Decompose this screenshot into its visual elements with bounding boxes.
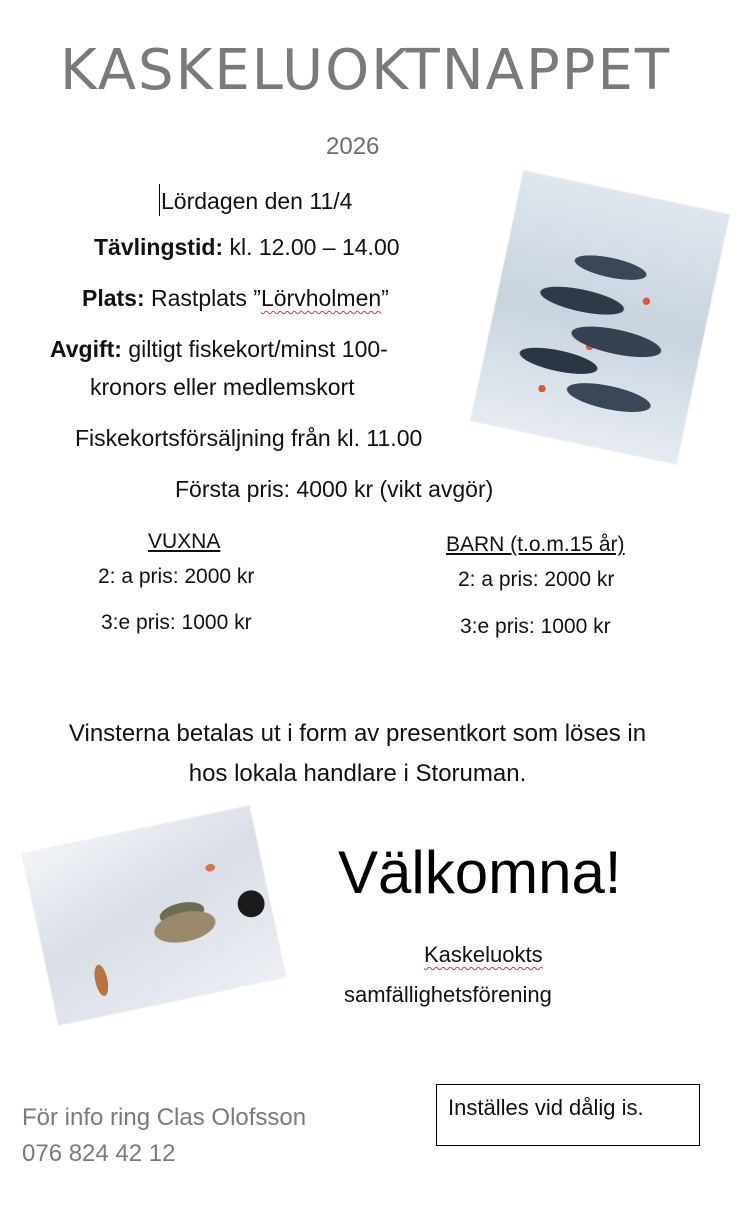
location: [82, 285, 389, 312]
place-label: Plats:: [82, 285, 145, 311]
license-sale: Fiskekortsförsäljning från kl. 11.00: [75, 425, 423, 451]
payout-info: [0, 714, 715, 794]
contact-line: För info ring Clas Olofsson: [22, 1104, 307, 1131]
contact-info: [22, 1100, 306, 1172]
competition-time: [94, 234, 400, 261]
place-name: Lörvholmen: [260, 285, 382, 311]
fee-line-1: [50, 336, 388, 363]
fee-line-2: kronors eller medlemskort: [90, 374, 355, 400]
contact-phone: 076 824 42 12: [22, 1140, 176, 1167]
fish-pile-photo: [471, 171, 729, 464]
cancellation-notice: Inställes vid dålig is.: [436, 1084, 700, 1146]
adults-second-prize: 2: a pris: 2000 kr: [98, 565, 255, 588]
organizer-line-2: samfällighetsförening: [344, 982, 552, 1007]
event-date-line: [159, 184, 352, 216]
children-heading: BARN (t.o.m.15 år): [446, 533, 625, 556]
adults-third-prize: 3:e pris: 1000 kr: [101, 611, 252, 634]
poster-title: KASKELUOKTNAPPET: [60, 38, 672, 103]
organizer-line-1: [424, 942, 543, 968]
text-cursor: [159, 184, 160, 216]
time-label: Tävlingstid:: [94, 234, 224, 260]
event-date: Lördagen den 11/4: [161, 188, 353, 214]
place-prefix: Rastplats ”: [151, 285, 261, 311]
fee-value-1: giltigt fiskekort/minst 100-: [128, 336, 388, 362]
organizer-name: Kaskeluokts: [424, 942, 543, 967]
adults-heading: VUXNA: [148, 530, 221, 553]
children-third-prize: 3:e pris: 1000 kr: [460, 615, 611, 638]
time-value: kl. 12.00 – 14.00: [229, 234, 400, 260]
children-second-prize: 2: a pris: 2000 kr: [458, 568, 615, 591]
ice-fishing-photo: [22, 806, 285, 1025]
payout-line-2: hos lokala handlare i Storuman.: [188, 760, 527, 787]
place-suffix: ”: [381, 285, 389, 311]
fee-label: Avgift:: [50, 336, 122, 362]
event-year: 2026: [326, 133, 380, 160]
first-prize: Första pris: 4000 kr (vikt avgör): [175, 476, 494, 502]
payout-line-1: Vinsterna betalas ut i form av presentkort som löses in: [68, 720, 647, 747]
welcome-heading: Välkomna!: [338, 839, 622, 906]
